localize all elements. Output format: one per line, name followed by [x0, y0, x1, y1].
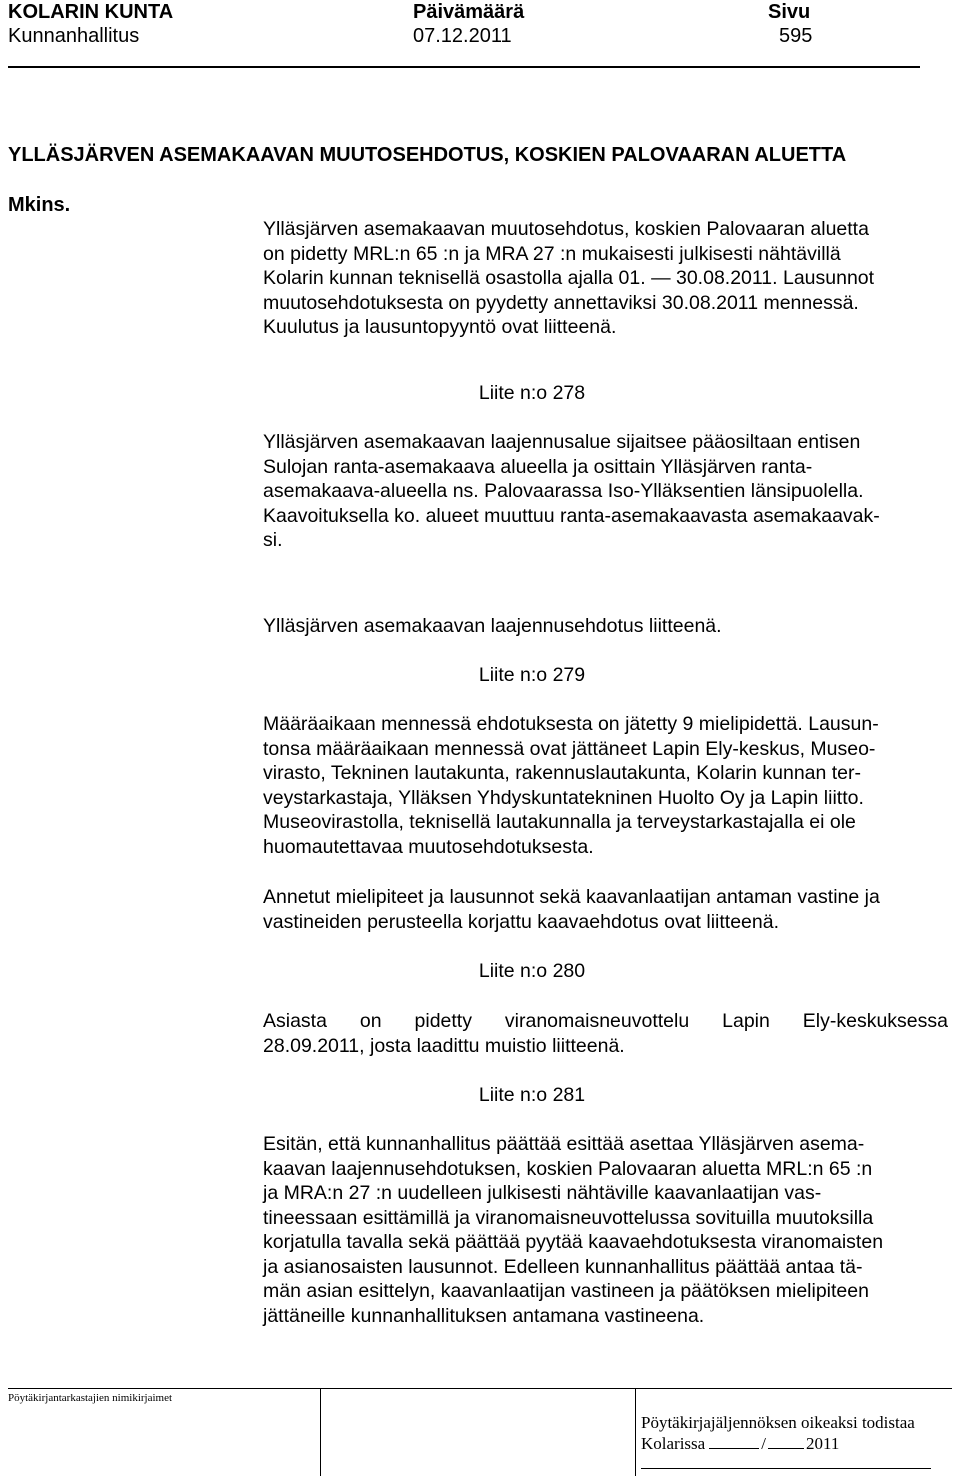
page-label: Sivu	[768, 1, 811, 23]
signature-line	[641, 1468, 931, 1469]
text-line: Ylläsjärven asemakaavan muutosehdotus, koskien Palovaaran aluetta	[263, 218, 869, 240]
body-name: Kunnanhallitus	[8, 25, 140, 47]
text-line: tineessaan esittämillä ja viranomaisneuvottelussa sovituilla muutoksilla	[263, 1206, 874, 1229]
text-line: on pidetty MRL:n 65 :n ja MRA 27 :n mukaisesti julkisesti nähtävillä	[263, 242, 841, 265]
text-line: Annetut mielipiteet ja lausunnot sekä kaavanlaatijan antaman vastine ja	[263, 886, 880, 908]
section-label: Mkins.	[8, 194, 71, 216]
paragraph-intro	[263, 217, 948, 340]
text-line: Esitän, että kunnanhallitus päättää esittää asettaa Ylläsjärven asema-	[263, 1133, 865, 1155]
text-line: Kolarin kunnan teknisellä osastolla ajalla 01. — 30.08.2011. Lausunnot	[263, 267, 875, 289]
place: Kolarissa	[641, 1434, 706, 1453]
meeting-date: 07.12.2011	[413, 25, 512, 47]
attachment-ref: Liite n:o 279	[478, 664, 586, 686]
signature-date-line	[641, 1434, 839, 1454]
text-line: korjatulla tavalla sekä päättää pyytää kaavaehdotuksesta viranomaisten	[263, 1231, 884, 1253]
text-line: vastineiden perusteella korjattu kaavaehdotus ovat liitteenä.	[263, 910, 779, 933]
text-line: Ylläsjärven asemakaavan laajennusehdotus liitteenä.	[263, 615, 722, 637]
date-separator: /	[761, 1434, 766, 1453]
text-line: veystarkastaja, Ylläksen Yhdyskuntatekninen Huolto Oy ja Lapin liitto.	[263, 786, 864, 809]
text-line: Sulojan ranta-asemakaava alueella ja osittain Ylläsjärven ranta-	[263, 455, 813, 478]
org-name: KOLARIN KUNTA	[8, 1, 174, 23]
text-line: Museovirastolla, teknisellä lautakunnalla ja terveystarkastajalla ei ole	[263, 811, 856, 833]
certification-label: Pöytäkirjajäljennöksen oikeaksi todistaa	[641, 1413, 915, 1432]
header-rule	[8, 66, 920, 68]
text-line: huomautettavaa muutosehdotuksesta.	[263, 835, 594, 858]
footer-divider	[320, 1388, 321, 1476]
text-line: muutosehdotuksesta on pyydetty annettaviksi 30.08.2011 mennessä.	[263, 291, 859, 314]
text-line: Ylläsjärven asemakaavan laajennusalue sijaitsee pääosiltaan entisen	[263, 431, 861, 453]
text-line: si.	[263, 529, 283, 551]
text-line: ja MRA:n 27 :n uudelleen julkisesti nähtäville kaavanlaatijan vas-	[263, 1182, 822, 1204]
page-number: 595	[779, 25, 813, 47]
text-line: Kaavoituksella ko. alueet muuttuu ranta-asemakaavasta asemakaavak-	[263, 504, 880, 527]
footer-divider	[635, 1388, 636, 1476]
text-line: kaavan laajennusehdotuksen, koskien Palovaaran aluetta MRL:n 65 :n	[263, 1157, 873, 1180]
text-line: män asian esittelyn, kaavanlaatijan vastineen ja päätöksen mielipiteen	[263, 1280, 869, 1302]
footer-rule	[8, 1388, 952, 1389]
paragraph-responses	[263, 885, 948, 934]
date-label: Päivämäärä	[413, 1, 525, 23]
text-line: jättäneille kunnanhallituksen antamana vastineena.	[263, 1304, 705, 1327]
text-line: Määräaikaan mennessä ehdotuksesta on jätetty 9 mielipidettä. Lausun-	[263, 713, 879, 735]
day-blank	[709, 1434, 759, 1449]
paragraph-area	[263, 430, 948, 553]
year: 2011	[805, 1434, 840, 1453]
attachment-ref: Liite n:o 280	[478, 960, 586, 982]
text-line: virasto, Tekninen lautakunta, rakennuslautakunta, Kolarin kunnan ter-	[263, 762, 862, 784]
paragraph-decision-proposal	[263, 1132, 948, 1328]
text-line: Asiasta on pidetty viranomaisneuvottelu Lapin Ely-keskuksessa	[263, 1010, 948, 1032]
month-blank	[768, 1434, 804, 1449]
text-line: 28.09.2011, josta laadittu muistio liitteenä.	[263, 1034, 625, 1057]
text-line: ja asianosaisten lausunnot. Edelleen kunnanhallitus päättää antaa tä-	[263, 1255, 863, 1278]
attachment-ref: Liite n:o 278	[478, 382, 586, 404]
paragraph-opinions	[263, 712, 948, 859]
paragraph-negotiation	[263, 1009, 948, 1058]
paragraph-proposal-attached	[263, 614, 948, 639]
page-title: YLLÄSJÄRVEN ASEMAKAAVAN MUUTOSEHDOTUS, KOSKIEN PALOVAARAN ALUETTA	[8, 144, 847, 166]
inspectors-initials-label: Pöytäkirjantarkastajien nimikirjaimet	[8, 1392, 173, 1404]
attachment-ref: Liite n:o 281	[478, 1084, 586, 1106]
text-line: Kuulutus ja lausuntopyyntö ovat liitteenä.	[263, 316, 617, 338]
text-line: tonsa määräaikaan mennessä ovat jättäneet Lapin Ely-keskus, Museo-	[263, 737, 876, 760]
text-line: asemakaava-alueella ns. Palovaarassa Iso-Ylläksentien länsipuolella.	[263, 480, 864, 502]
